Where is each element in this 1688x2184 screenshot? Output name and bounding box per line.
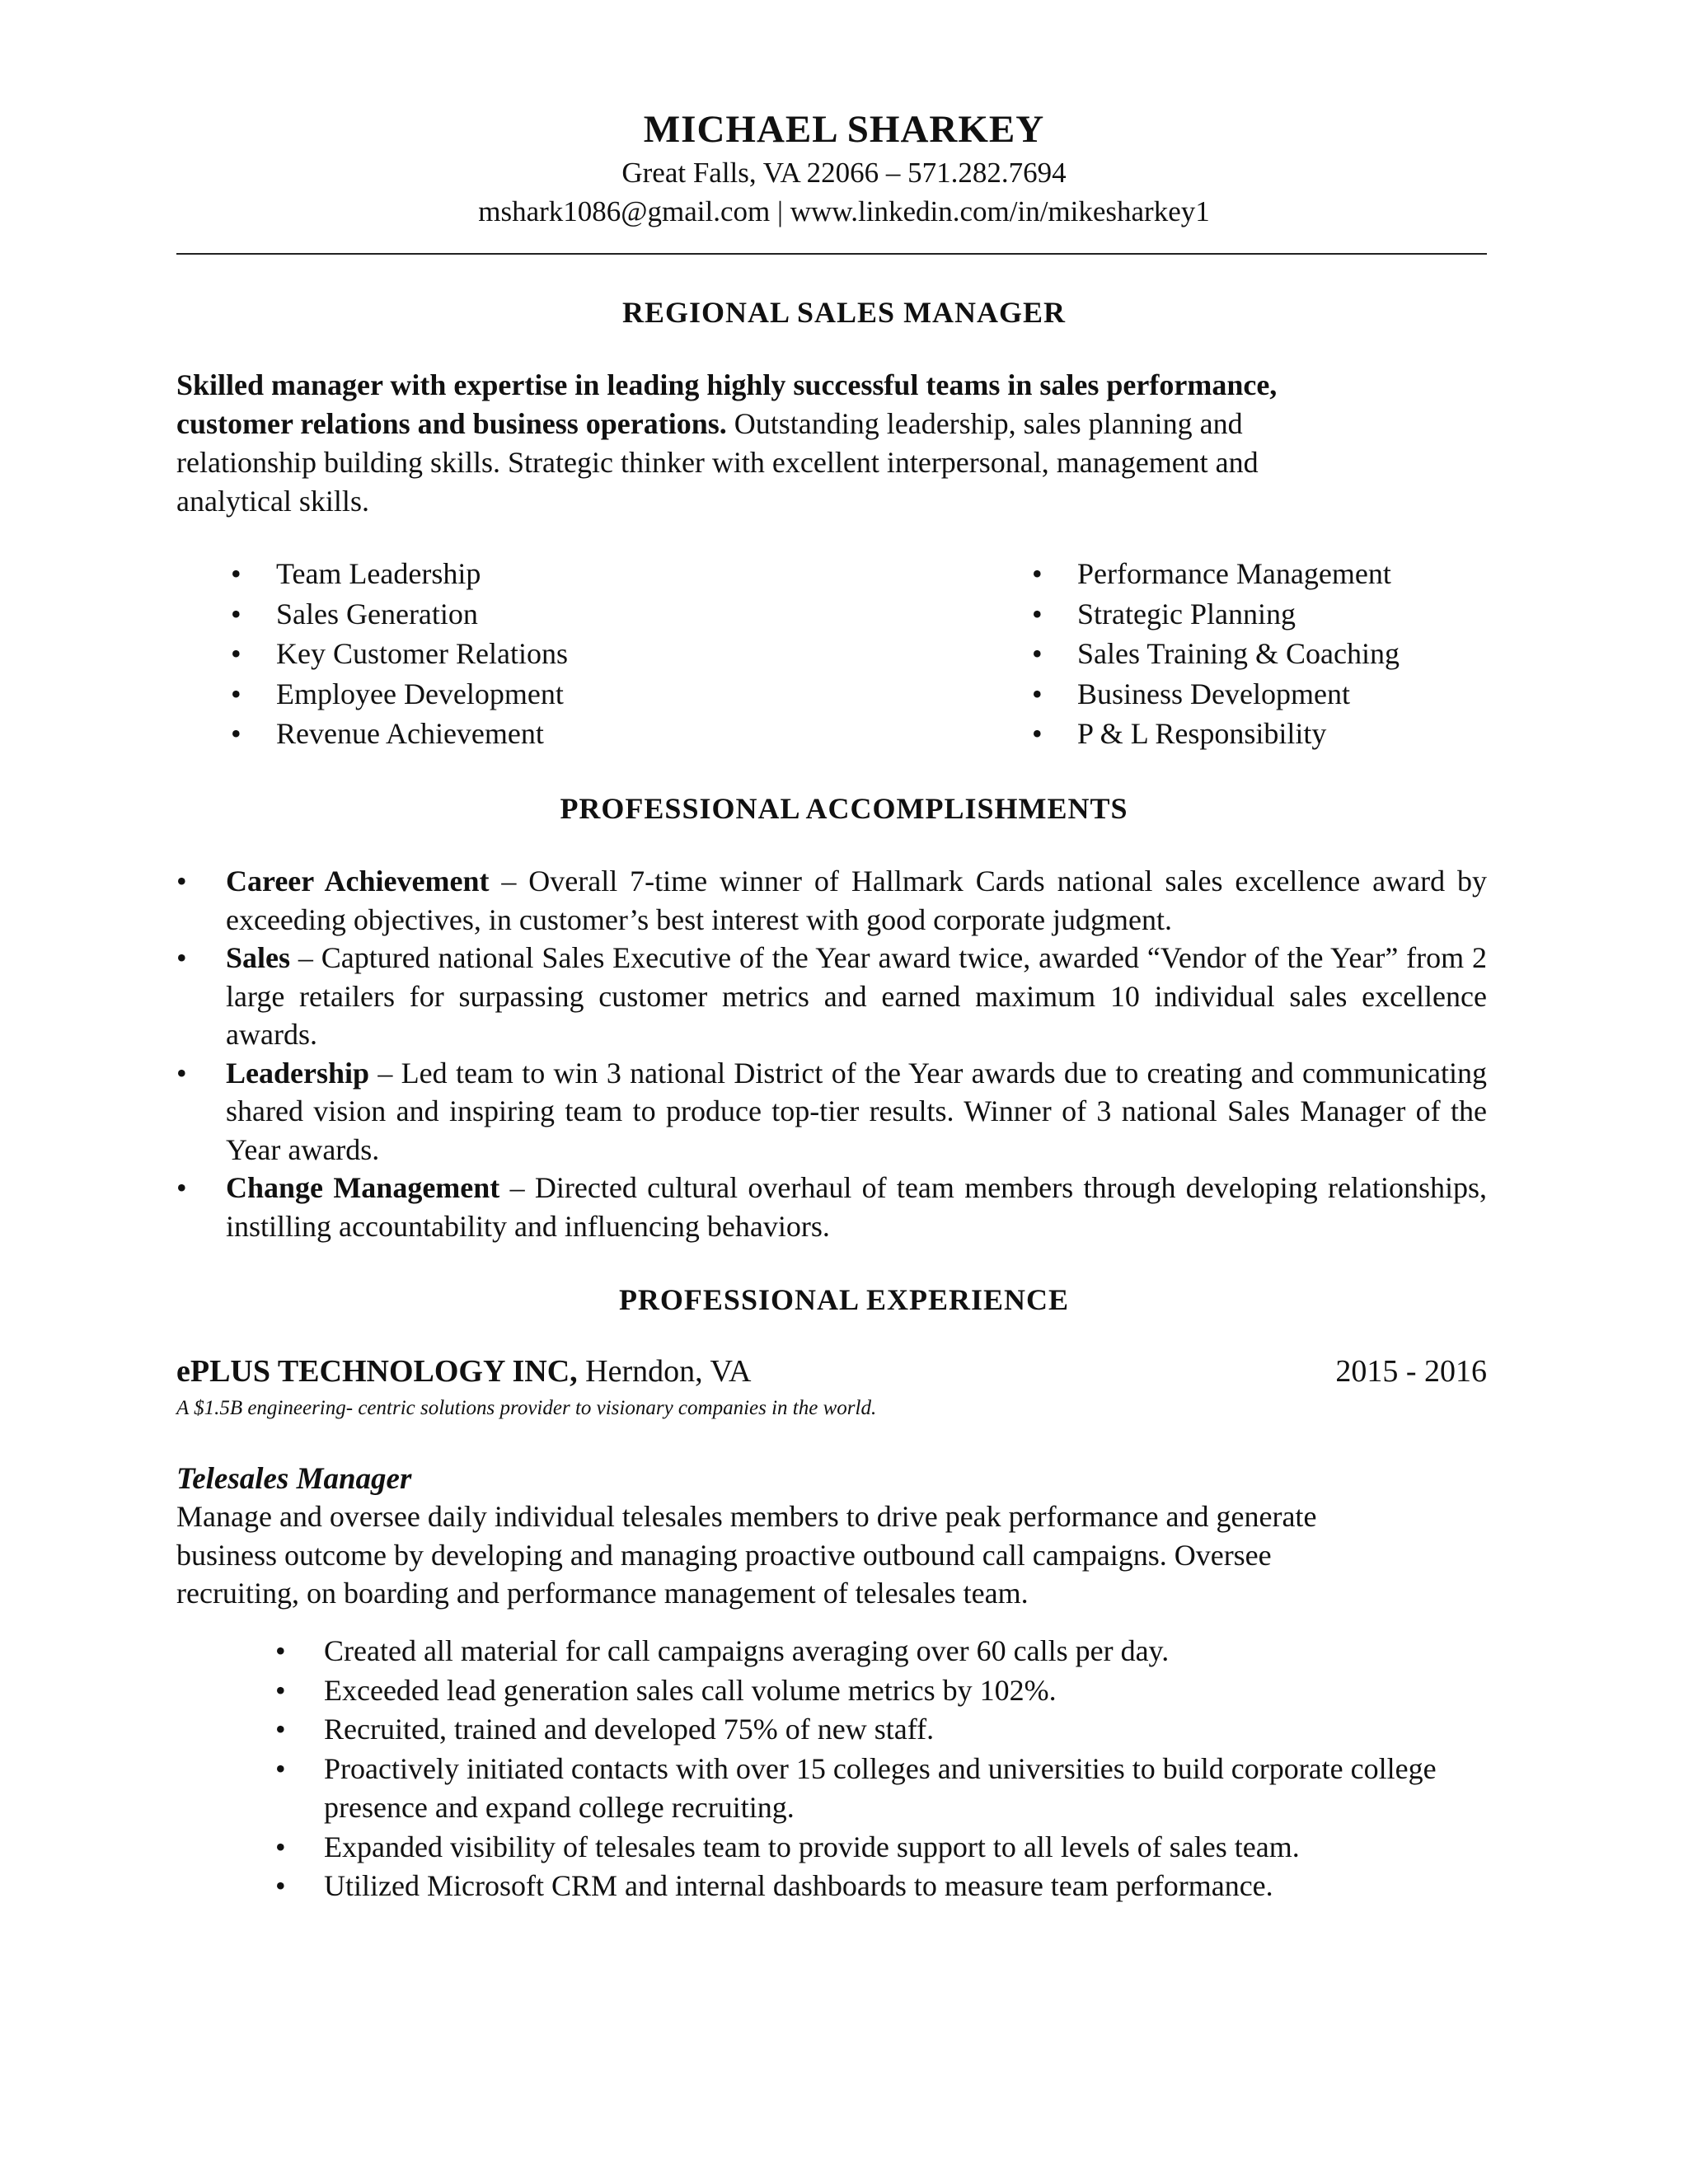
skills-left-list [231,554,568,754]
accomplishment-term: Career Achievement [226,865,490,898]
company-tagline: A $1.5B engineering- centric solutions provider to visionary companies in the world. [176,1397,877,1419]
accomplishment-text: – Overall 7-time winner of Hallmark Cards national sales excellence award by exceeding objectives, in customer’s best interest with good corporate judgment. [226,865,1488,936]
job-bullet: • Proactively initiated contacts with over 15 colleges and universities to build corporate college presence and expand college recruiting. [275,1750,1462,1828]
job-bullet: • Exceeded lead generation sales call volume metrics by 102%. [275,1671,1462,1711]
email-linkedin-line: mshark1086@gmail.com | www.linkedin.com/in/mikesharkey1 [478,195,1210,227]
job-bullets [275,1632,1462,1906]
accomplishments-list [176,862,1487,1245]
accomplishment-term: Sales [226,941,291,974]
candidate-name: MICHAEL SHARKEY [643,108,1045,151]
skill-item: • Sales Generation [231,594,568,635]
job-title: Telesales Manager [176,1462,412,1496]
job-bullet: • Utilized Microsoft CRM and internal dashboards to measure team performance. [275,1867,1462,1906]
accomplishment-text: – Captured national Sales Executive of the Year award twice, awarded “Vendor of the Year” from 2 large retailers for surpassing customer metrics and earned maximum 10 individual sales excellence awards. [226,941,1487,1051]
job-dates: 2015 - 2016 [1335,1354,1487,1389]
skill-item: • Performance Management [1032,554,1400,594]
accomplishment-text: – Directed cultural overhaul of team members through developing relationships, instilling accountability and influencing behaviors. [226,1171,1487,1243]
summary-text: Outstanding leadership, sales planning and relationship building skills. Strategic thinker with excellent interpersonal, management and analytical skills. [176,407,1259,518]
skill-item: • P & L Responsibility [1032,714,1400,754]
accomplishment-item [176,862,1487,939]
skill-item: • Team Leadership [231,554,568,594]
skills-right-list [1032,554,1400,754]
skill-item: • Employee Development [231,674,568,715]
company-location: Herndon, VA [577,1354,752,1389]
skill-item: • Key Customer Relations [231,634,568,674]
skill-item: • Revenue Achievement [231,714,568,754]
accomplishment-item [176,1169,1487,1245]
skill-item: • Business Development [1032,674,1400,715]
company-line [176,1353,751,1390]
accomplishment-item [176,939,1487,1054]
address-phone-line: Great Falls, VA 22066 – 571.282.7694 [621,157,1067,189]
job-description: Manage and oversee daily individual telesales members to drive peak performance and generate business outcome by developing and managing proactive outbound call campaigns. Oversee recruiting, on boarding and performance management of telesales team. [176,1500,1317,1610]
job-bullet: • Created all material for call campaigns averaging over 60 calls per day. [275,1632,1462,1671]
accomplishments-heading: PROFESSIONAL ACCOMPLISHMENTS [560,792,1128,825]
accomplishment-term: Change Management [226,1171,500,1204]
company-name: ePLUS TECHNOLOGY INC, [176,1354,578,1389]
skill-item: • Sales Training & Coaching [1032,634,1400,674]
header-divider [176,253,1487,255]
job-bullet: • Recruited, trained and developed 75% of new staff. [275,1710,1462,1750]
summary-bold: Skilled manager with expertise in leading highly successful teams in sales performance, customer relations and business operations. [176,368,1278,440]
summary-paragraph [176,366,1380,521]
job-bullet: • Expanded visibility of telesales team to provide support to all levels of sales team. [275,1828,1462,1868]
accomplishment-term: Leadership [226,1056,370,1090]
skill-item: • Strategic Planning [1032,594,1400,635]
target-title: REGIONAL SALES MANAGER [621,296,1067,329]
accomplishment-item [176,1054,1487,1169]
experience-heading: PROFESSIONAL EXPERIENCE [618,1283,1070,1316]
accomplishment-text: – Led team to win 3 national District of the Year awards due to creating and communicating shared vision and inspiring team to produce top-tier results. Winner of 3 national Sales Manager of the Year awards. [226,1056,1487,1166]
